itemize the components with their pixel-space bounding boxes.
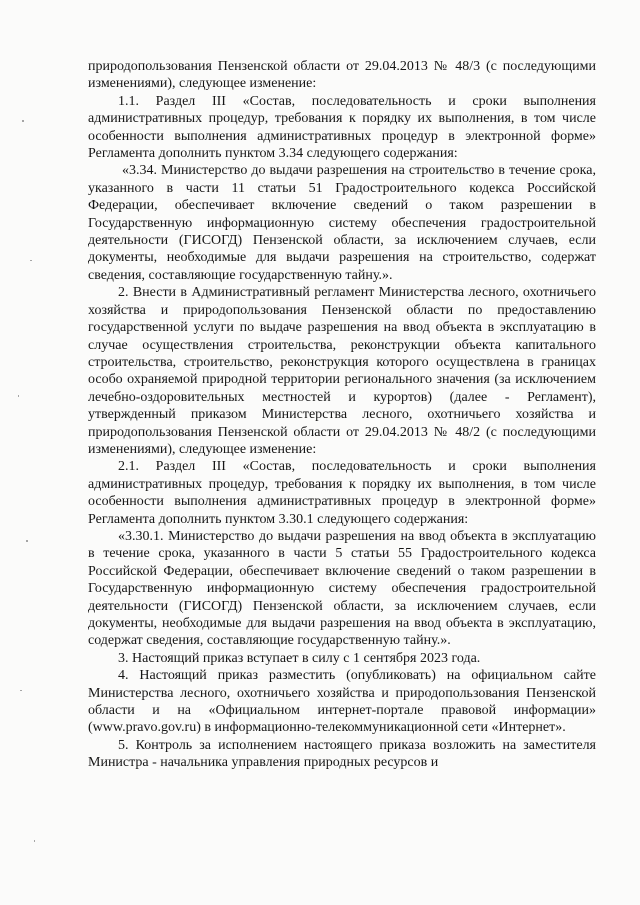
paragraph-2-1: 2.1. Раздел III «Состав, последовательность и сроки выполнения административных процедур, требования к порядку их выполнения, в том числе особенности выполнения административных процедур в электронной форме» Регламента дополнить пунктом 3.30.1 следующего содержания:	[88, 459, 596, 527]
paragraph-continuation: природопользования Пензенской области от 29.04.2013 № 48/3 (с последующими изменениями), следующее изменение:	[88, 59, 596, 92]
paragraph-4: 4. Настоящий приказ разместить (опубликовать) на официальном сайте Министерства лесного, охотничьего хозяйства и природопользования Пензенской области и на «Официальном интернет-портале правовой информации» (www.pravo.gov.ru) в информационно-телекоммуникационной сети «Интернет».	[88, 668, 596, 736]
scan-speck	[18, 395, 19, 397]
scan-speck	[26, 540, 28, 542]
document-body	[88, 58, 596, 772]
paragraph-2: 2. Внести в Административный регламент Министерства лесного, охотничьего хозяйства и природопользования Пензенской области по предоставлению государственной услуги по выдаче разрешения на ввод объекта в эксплуатацию в случае осуществления строительства, реконструкции объекта капитального строительства, строительство, реконструкция которого осуществлена в границах особо охраняемой природной территории регионального значения (за исключением лечебно-оздоровительных местностей и курортов) (далее - Регламент), утвержденный приказом Министерства лесного, охотничьего хозяйства и природопользования Пензенской области от 29.04.2013 № 48/2 (с последующими изменениями), следующее изменение:	[88, 285, 596, 457]
scan-speck	[30, 260, 32, 261]
paragraph-quote-3-34: «3.34. Министерство до выдачи разрешения на строительство в течение срока, указанного в части 11 статьи 51 Градостроительного кодекса Российской Федерации, обеспечивает включение сведений о таком разрешении в Государственную информационную систему обеспечения градостроительной деятельности (ГИСОГД) Пензенской области, за исключением случаев, если документы, необходимые для выдачи разрешения на строительство, содержат сведения, составляющие государственную тайну.».	[88, 163, 596, 283]
scan-speck	[20, 690, 22, 691]
paragraph-3: 3. Настоящий приказ вступает в силу с 1 сентября 2023 года.	[118, 650, 481, 666]
paragraph-1-1: 1.1. Раздел III «Состав, последовательность и сроки выполнения административных процедур, требования к порядку их выполнения, в том числе особенности выполнения административных процедур в электронной форме» Регламента дополнить пунктом 3.34 следующего содержания:	[88, 93, 596, 162]
scan-speck	[34, 840, 35, 842]
scan-speck	[22, 120, 24, 122]
paragraph-quote-3-30-1: «3.30.1. Министерство до выдачи разрешения на ввод объекта в эксплуатацию в течение срока, указанного в части 5 статьи 55 Градостроительного кодекса Российской Федерации, обеспечивает включение сведений о таком разрешении в Государственную информационную систему обеспечения градостроительной деятельности (ГИСОГД) Пензенской области, за исключением случаев, если документы, необходимые для выдачи разрешения на ввод объекта в эксплуатацию, содержат сведения, составляющие государственную тайну.».	[88, 528, 596, 649]
paragraph-5: 5. Контроль за исполнением настоящего приказа возложить на заместителя Министра - начальника управления природных ресурсов и	[88, 737, 596, 771]
